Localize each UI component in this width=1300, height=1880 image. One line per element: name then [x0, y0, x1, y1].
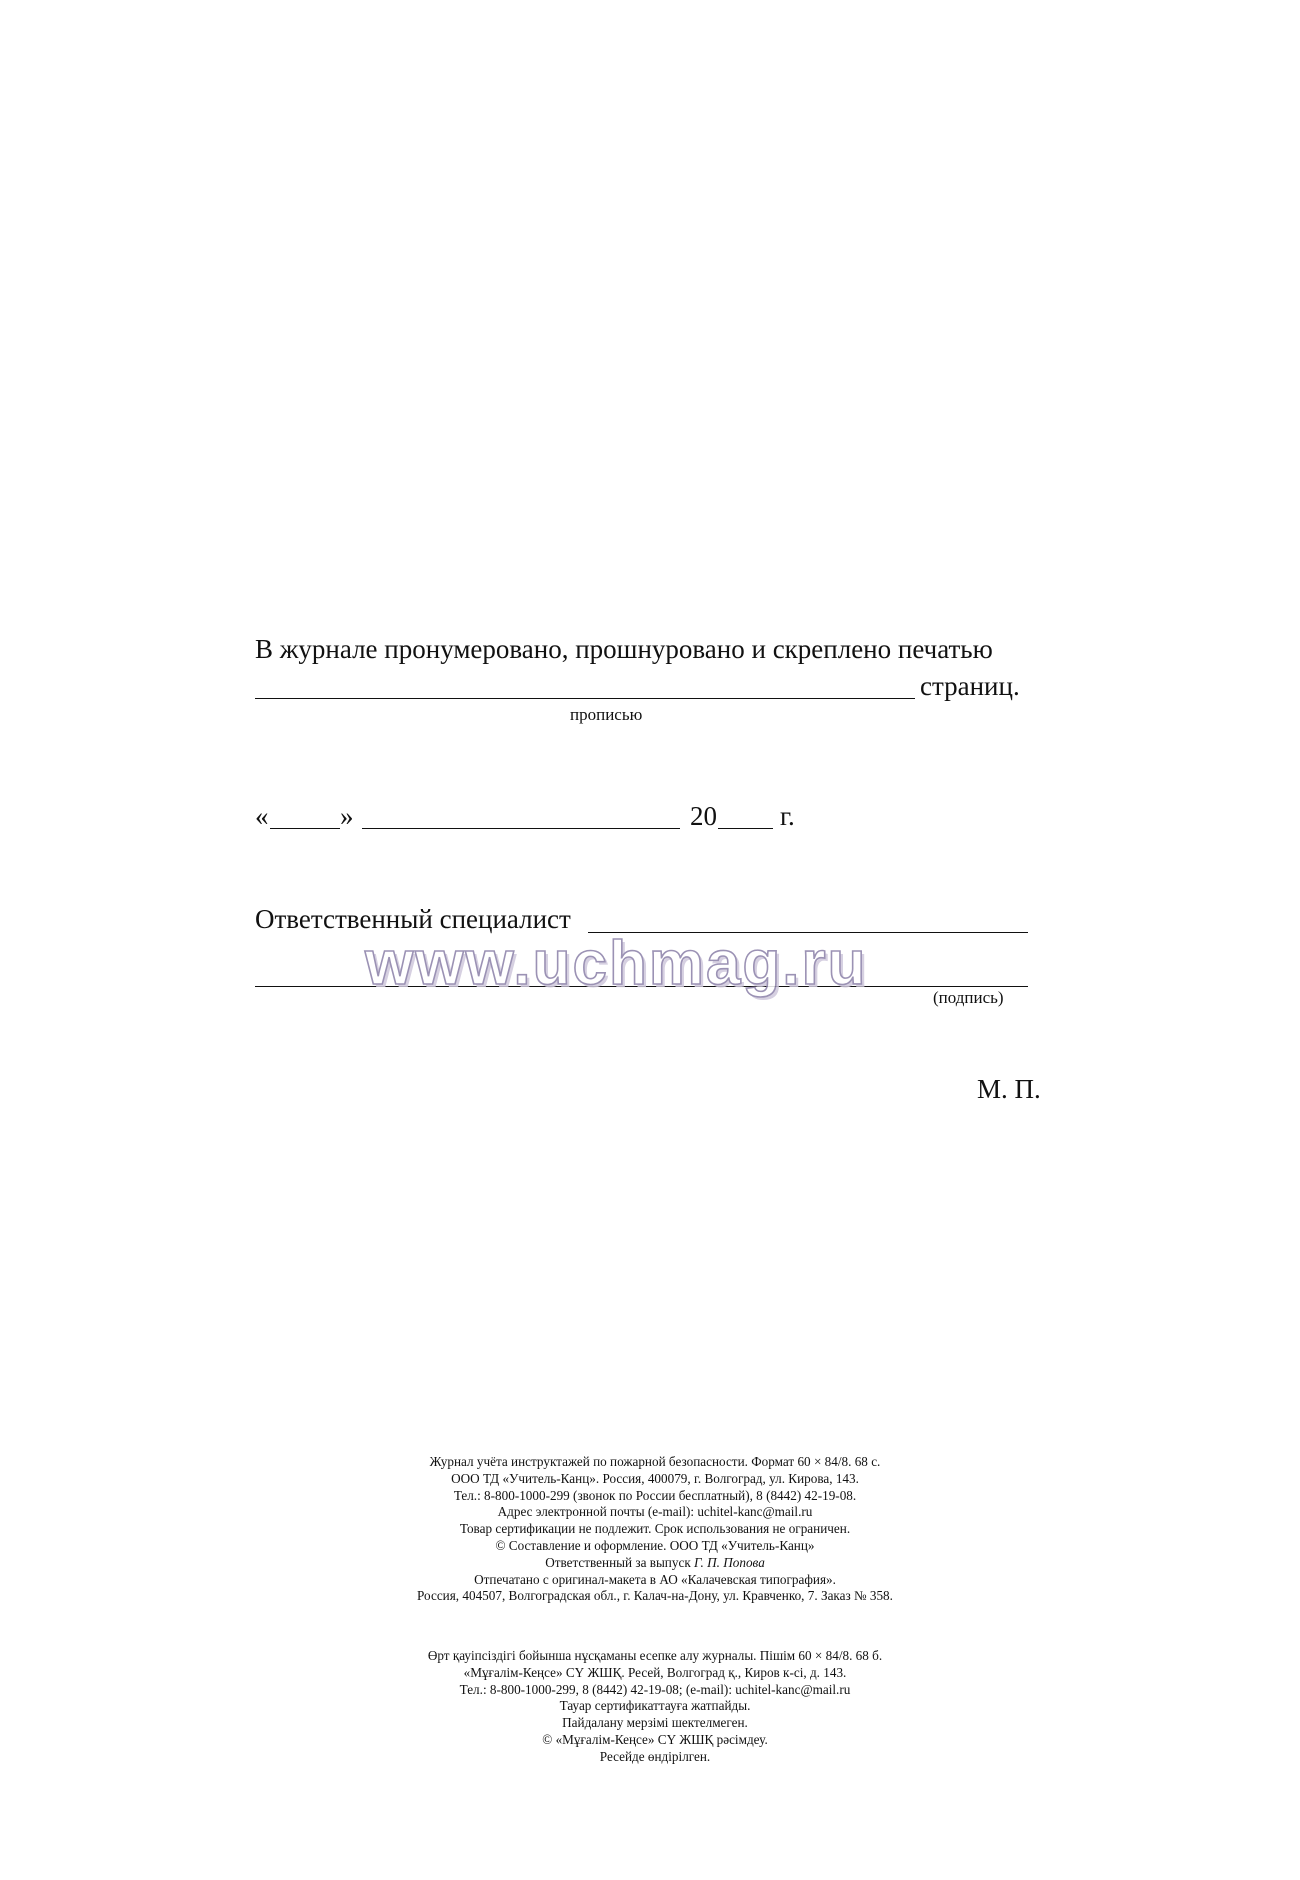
- imprint-ru-responsible: [340, 1555, 970, 1572]
- imprint-ru-line: Адрес электронной почты (e-mail): uchitel-kanc@mail.ru: [497, 1504, 813, 1520]
- watermark: www.uchmag.ru: [365, 929, 868, 998]
- certification-text: В журнале пронумеровано, прошнуровано и скреплено печатью: [255, 634, 993, 664]
- in-words-caption: прописью: [570, 705, 643, 724]
- imprint-ru-responsible-name: Г. П. Попова: [694, 1554, 765, 1570]
- imprint-kz-line: Ресейде өндірілген.: [599, 1748, 711, 1764]
- imprint-ru-line: Товар сертификации не подлежит. Срок использования не ограничен.: [459, 1521, 851, 1537]
- stamp-place: М. П.: [977, 1074, 1041, 1104]
- imprint-kz-line: Өрт қауіпсіздігі бойынша нұсқаманы есепке алу журналы. Пішім 60 × 84/8. 68 б.: [427, 1648, 883, 1663]
- imprint-kz-line: Пайдалану мерзімі шектелмеген.: [562, 1715, 748, 1731]
- imprint-ru-line: Отпечатано с оригинал-макета в АО «Калачевская типография».: [474, 1571, 836, 1587]
- year-blank-line: [718, 828, 773, 829]
- responsible-label: Ответственный специалист: [255, 904, 571, 934]
- year-suffix: г.: [780, 801, 795, 831]
- imprint-kz: [340, 1648, 970, 1766]
- date-close-quote: »: [340, 801, 354, 831]
- imprint-kz-line: © «Мұғалім-Кеңсе» СҮ ЖШҚ рәсімдеу.: [542, 1731, 768, 1747]
- month-blank-line: [362, 828, 680, 829]
- date-open-quote: «: [255, 801, 269, 831]
- imprint-ru-line: Журнал учёта инструктажей по пожарной безопасности. Формат 60 × 84/8. 68 с.: [429, 1454, 881, 1469]
- day-blank-line: [270, 828, 340, 829]
- year-prefix: 20: [690, 801, 717, 831]
- imprint-ru-line: © Составление и оформление. ООО ТД «Учитель-Канц»: [495, 1537, 815, 1553]
- imprint-kz-line: Тауар сертификаттауға жатпайды.: [559, 1698, 751, 1714]
- pages-word: страниц.: [920, 671, 1020, 701]
- signature-caption: (подпись): [933, 988, 1004, 1007]
- imprint-ru-line: ООО ТД «Учитель-Канц». Россия, 400079, г. Волгоград, ул. Кирова, 143.: [451, 1470, 859, 1486]
- imprint-kz-line: Тел.: 8-800-1000-299, 8 (8442) 42-19-08; (e-mail): uchitel-kanc@mail.ru: [459, 1681, 851, 1697]
- imprint-ru-line: Тел.: 8-800-1000-299 (звонок по России бесплатный), 8 (8442) 42-19-08.: [453, 1487, 857, 1503]
- imprint-ru-responsible-prefix: Ответственный за выпуск: [545, 1554, 691, 1570]
- page-count-blank-line: [255, 698, 915, 699]
- imprint-ru: [340, 1454, 970, 1605]
- imprint-kz-line: «Мұғалім-Кеңсе» СҮ ЖШҚ. Ресей, Волгоград қ., Киров к-сі, д. 143.: [463, 1664, 847, 1680]
- imprint-ru-line: Россия, 404507, Волгоградская обл., г. Калач-на-Дону, ул. Кравченко, 7. Заказ № 358.: [417, 1588, 893, 1604]
